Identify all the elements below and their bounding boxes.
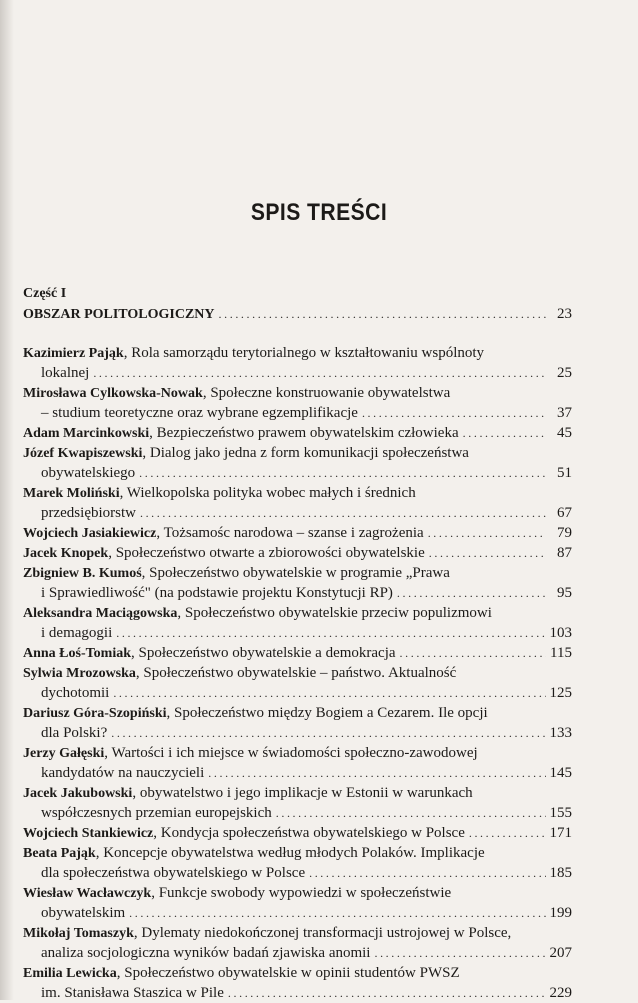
toc-entry-first-line [23,703,572,723]
entry-author: Wiesław Wacławczyk [23,886,152,901]
leader-dots [139,463,546,483]
part-heading[interactable] [23,304,572,324]
toc-entry-first-line [23,923,572,943]
entry-page-number: 115 [550,645,572,661]
toc-entry-continuation-line [23,943,572,963]
leader-dots [429,543,546,563]
entry-author: Marek Moliński [23,486,120,501]
toc-entry[interactable] [23,663,572,703]
entry-title: , Wielkopolska polityka wobec małych i średnich [119,485,416,501]
toc-entry[interactable] [23,883,572,923]
toc-entry-continuation-line [23,623,572,643]
entry-title-continuation: współczesnych przemian europejskich [41,805,272,821]
entry-author: Jacek Jakubowski [23,786,133,801]
entry-title-continuation: dychotomii [41,685,110,701]
entry-page-number: 229 [549,985,572,1001]
toc-entry[interactable] [23,483,572,523]
leader-dots [362,403,546,423]
entry-page-number: 87 [557,545,572,561]
toc-entry[interactable] [23,383,572,423]
entry-author: Jerzy Gałęski [23,746,105,761]
entry-page-number: 103 [549,625,572,641]
entry-author: Beata Pająk [23,846,96,861]
leader-dots [228,983,546,1003]
leader-dots [276,803,546,823]
toc-entry[interactable] [23,743,572,783]
entry-title-continuation: i demagogii [41,625,113,641]
entry-title: , Tożsamośc narodowa – szanse i zagrożenia [156,525,424,541]
entry-text [23,823,465,844]
toc-entry-first-line [23,663,572,683]
entry-title: , Społeczeństwo obywatelskie w opinii studentów PWSZ [116,965,460,981]
toc-entry[interactable] [23,523,572,543]
toc-entry-first-line [23,963,572,983]
entry-author: Sylwia Mrozowska [23,666,136,681]
leader-dots [111,723,545,743]
entry-list [23,343,572,1003]
toc-entry-first-line [23,643,572,663]
entry-title-continuation: obywatelskiego [41,465,136,481]
toc-entry[interactable] [23,963,572,1003]
toc-entry-first-line [23,483,572,503]
page-title: SPIS TREŚCI [250,199,388,226]
entry-page-number: 185 [549,865,572,881]
entry-text [23,383,450,404]
entry-page-number: 25 [557,365,572,381]
table-of-contents [23,284,572,1003]
entry-text [23,343,484,364]
entry-title-continuation: lokalnej [41,365,90,381]
leader-dots [93,363,546,383]
entry-page-number: 95 [557,585,572,601]
entry-author: Mikołaj Tomaszyk [23,926,134,941]
entry-page-number: 171 [549,825,572,841]
toc-entry-first-line [23,543,572,563]
entry-title-continuation: dla Polski? [41,725,108,741]
entry-title: , Społeczeństwo obywatelskie w programie „Prawa [141,565,450,581]
part-label: Część I [23,286,67,301]
entry-author: Anna Łoś-Tomiak [23,646,132,661]
toc-entry[interactable] [23,843,572,883]
toc-entry[interactable] [23,563,572,603]
entry-author: Dariusz Góra-Szopiński [23,706,167,721]
section-gap [23,324,572,343]
entry-text [23,843,485,864]
entry-title: , Wartości i ich miejsce w świadomości społeczno-zawodowej [104,745,478,761]
entry-page-number: 37 [557,405,572,421]
entry-title-continuation: kandydatów na nauczycieli [41,765,205,781]
toc-entry-first-line [23,783,572,803]
entry-title: , Społeczne konstruowanie obywatelstwa [202,385,451,401]
entry-title: , Kondycja społeczeństwa obywatelskiego w Polsce [153,825,465,841]
toc-entry-continuation-line [23,503,572,523]
entry-text [23,543,425,564]
entry-title-continuation: dla społeczeństwa obywatelskiego w Polsce [41,865,306,881]
entry-author: Zbigniew B. Kumoś [23,566,142,581]
entry-title: , Społeczeństwo obywatelskie przeciw populizmowi [177,605,492,621]
toc-entry[interactable] [23,443,572,483]
entry-page-number: 51 [557,465,572,481]
entry-text [23,743,478,764]
leader-dots [397,583,546,603]
entry-title-continuation: analiza socjologiczna wyników badań zjawiska anomii [41,945,371,961]
entry-text [23,603,492,624]
toc-entry[interactable] [23,923,572,963]
entry-text [23,663,456,684]
toc-entry-first-line [23,883,572,903]
entry-title: , Koncepcje obywatelstwa według młodych Polaków. Implikacje [95,845,485,861]
toc-entry[interactable] [23,783,572,823]
entry-title-continuation: – studium teoretyczne oraz wybrane egzemplifikacje [41,405,358,421]
entry-text [23,443,469,464]
entry-title-continuation: im. Stanisława Staszica w Pile [41,985,224,1001]
entry-text [23,563,450,584]
entry-page-number: 199 [549,905,572,921]
leader-dots [219,304,546,324]
toc-entry[interactable] [23,343,572,383]
entry-page-number: 79 [557,525,572,541]
toc-entry-first-line [23,443,572,463]
toc-entry-first-line [23,603,572,623]
entry-text [23,963,460,984]
entry-author: Józef Kwapiszewski [23,446,143,461]
entry-title: , Dialog jako jedna z form komunikacji społeczeństwa [142,445,469,461]
leader-dots [309,863,545,883]
toc-entry-continuation-line [23,683,572,703]
toc-entry-continuation-line [23,723,572,743]
entry-title: , Funkcje swobody wypowiedzi w społeczeństwie [151,885,452,901]
toc-entry-first-line [23,823,572,843]
toc-entry-continuation-line [23,983,572,1003]
toc-entry-first-line [23,423,572,443]
toc-entry-first-line [23,843,572,863]
entry-author: Wojciech Jasiakiewicz [23,526,157,541]
entry-author: Emilia Lewicka [23,966,117,981]
part-page-number: 23 [557,306,572,322]
leader-dots [428,523,546,543]
toc-entry[interactable] [23,423,572,443]
entry-author: Adam Marcinkowski [23,426,150,441]
entry-title: , Społeczeństwo obywatelskie a demokracja [131,645,396,661]
toc-entry[interactable] [23,603,572,643]
page-gutter-shadow [0,0,14,1000]
leader-dots [463,423,546,443]
entry-author: Jacek Knopek [23,546,109,561]
leader-dots [129,903,545,923]
entry-author: Kazimierz Pająk [23,346,124,361]
entry-title: , Społeczeństwo między Bogiem a Cezarem. Ile opcji [166,705,488,721]
toc-entry[interactable] [23,643,572,663]
entry-title: , Dylematy niedokończonej transformacji ustrojowej w Polsce, [133,925,512,941]
entry-page-number: 155 [549,805,572,821]
leader-dots [113,683,545,703]
entry-page-number: 145 [549,765,572,781]
leader-dots [116,623,545,643]
entry-text [23,643,396,664]
entry-author: Wojciech Stankiewicz [23,826,154,841]
leader-dots [469,823,546,843]
toc-entry-continuation-line [23,863,572,883]
toc-entry[interactable] [23,823,572,843]
toc-entry-continuation-line [23,463,572,483]
toc-entry-continuation-line [23,763,572,783]
toc-entry-first-line [23,343,572,363]
entry-title-continuation: i Sprawiedliwość" (na podstawie projektu Konstytucji RP) [41,585,393,601]
toc-entry-continuation-line [23,803,572,823]
entry-title: , obywatelstwo i jego implikacje w Estonii w warunkach [132,785,473,801]
toc-entry[interactable] [23,543,572,563]
entry-title: , Społeczeństwo obywatelskie – państwo. Aktualność [135,665,457,681]
toc-entry-first-line [23,563,572,583]
entry-text [23,483,416,504]
part-name: OBSZAR POLITOLOGICZNY [23,307,215,322]
leader-dots [140,503,546,523]
entry-text [23,523,424,544]
entry-page-number: 133 [549,725,572,741]
entry-author: Aleksandra Maciągowska [23,606,178,621]
toc-entry-continuation-line [23,903,572,923]
entry-text [23,783,473,804]
entry-page-number: 207 [549,945,572,961]
entry-page-number: 45 [557,425,572,441]
toc-entry-continuation-line [23,363,572,383]
entry-text [23,923,511,944]
toc-entry-first-line [23,743,572,763]
leader-dots [208,763,545,783]
entry-page-number: 67 [557,505,572,521]
entry-title-continuation: obywatelskim [41,905,126,921]
toc-entry-continuation-line [23,403,572,423]
toc-entry[interactable] [23,703,572,743]
entry-page-number: 125 [549,685,572,701]
entry-title: , Rola samorządu terytorialnego w kształtowaniu wspólnoty [123,345,485,361]
entry-title: , Społeczeństwo otwarte a zbiorowości obywatelskie [108,545,425,561]
entry-title-continuation: przedsiębiorstw [41,505,136,521]
entry-text [23,703,488,724]
leader-dots [400,643,546,663]
entry-text [23,423,459,444]
toc-entry-first-line [23,523,572,543]
toc-entry-continuation-line [23,583,572,603]
entry-author: Mirosława Cylkowska-Nowak [23,386,203,401]
leader-dots [374,943,545,963]
toc-entry-first-line [23,383,572,403]
entry-text [23,883,451,904]
entry-title: , Bezpieczeństwo prawem obywatelskim człowieka [149,425,459,441]
